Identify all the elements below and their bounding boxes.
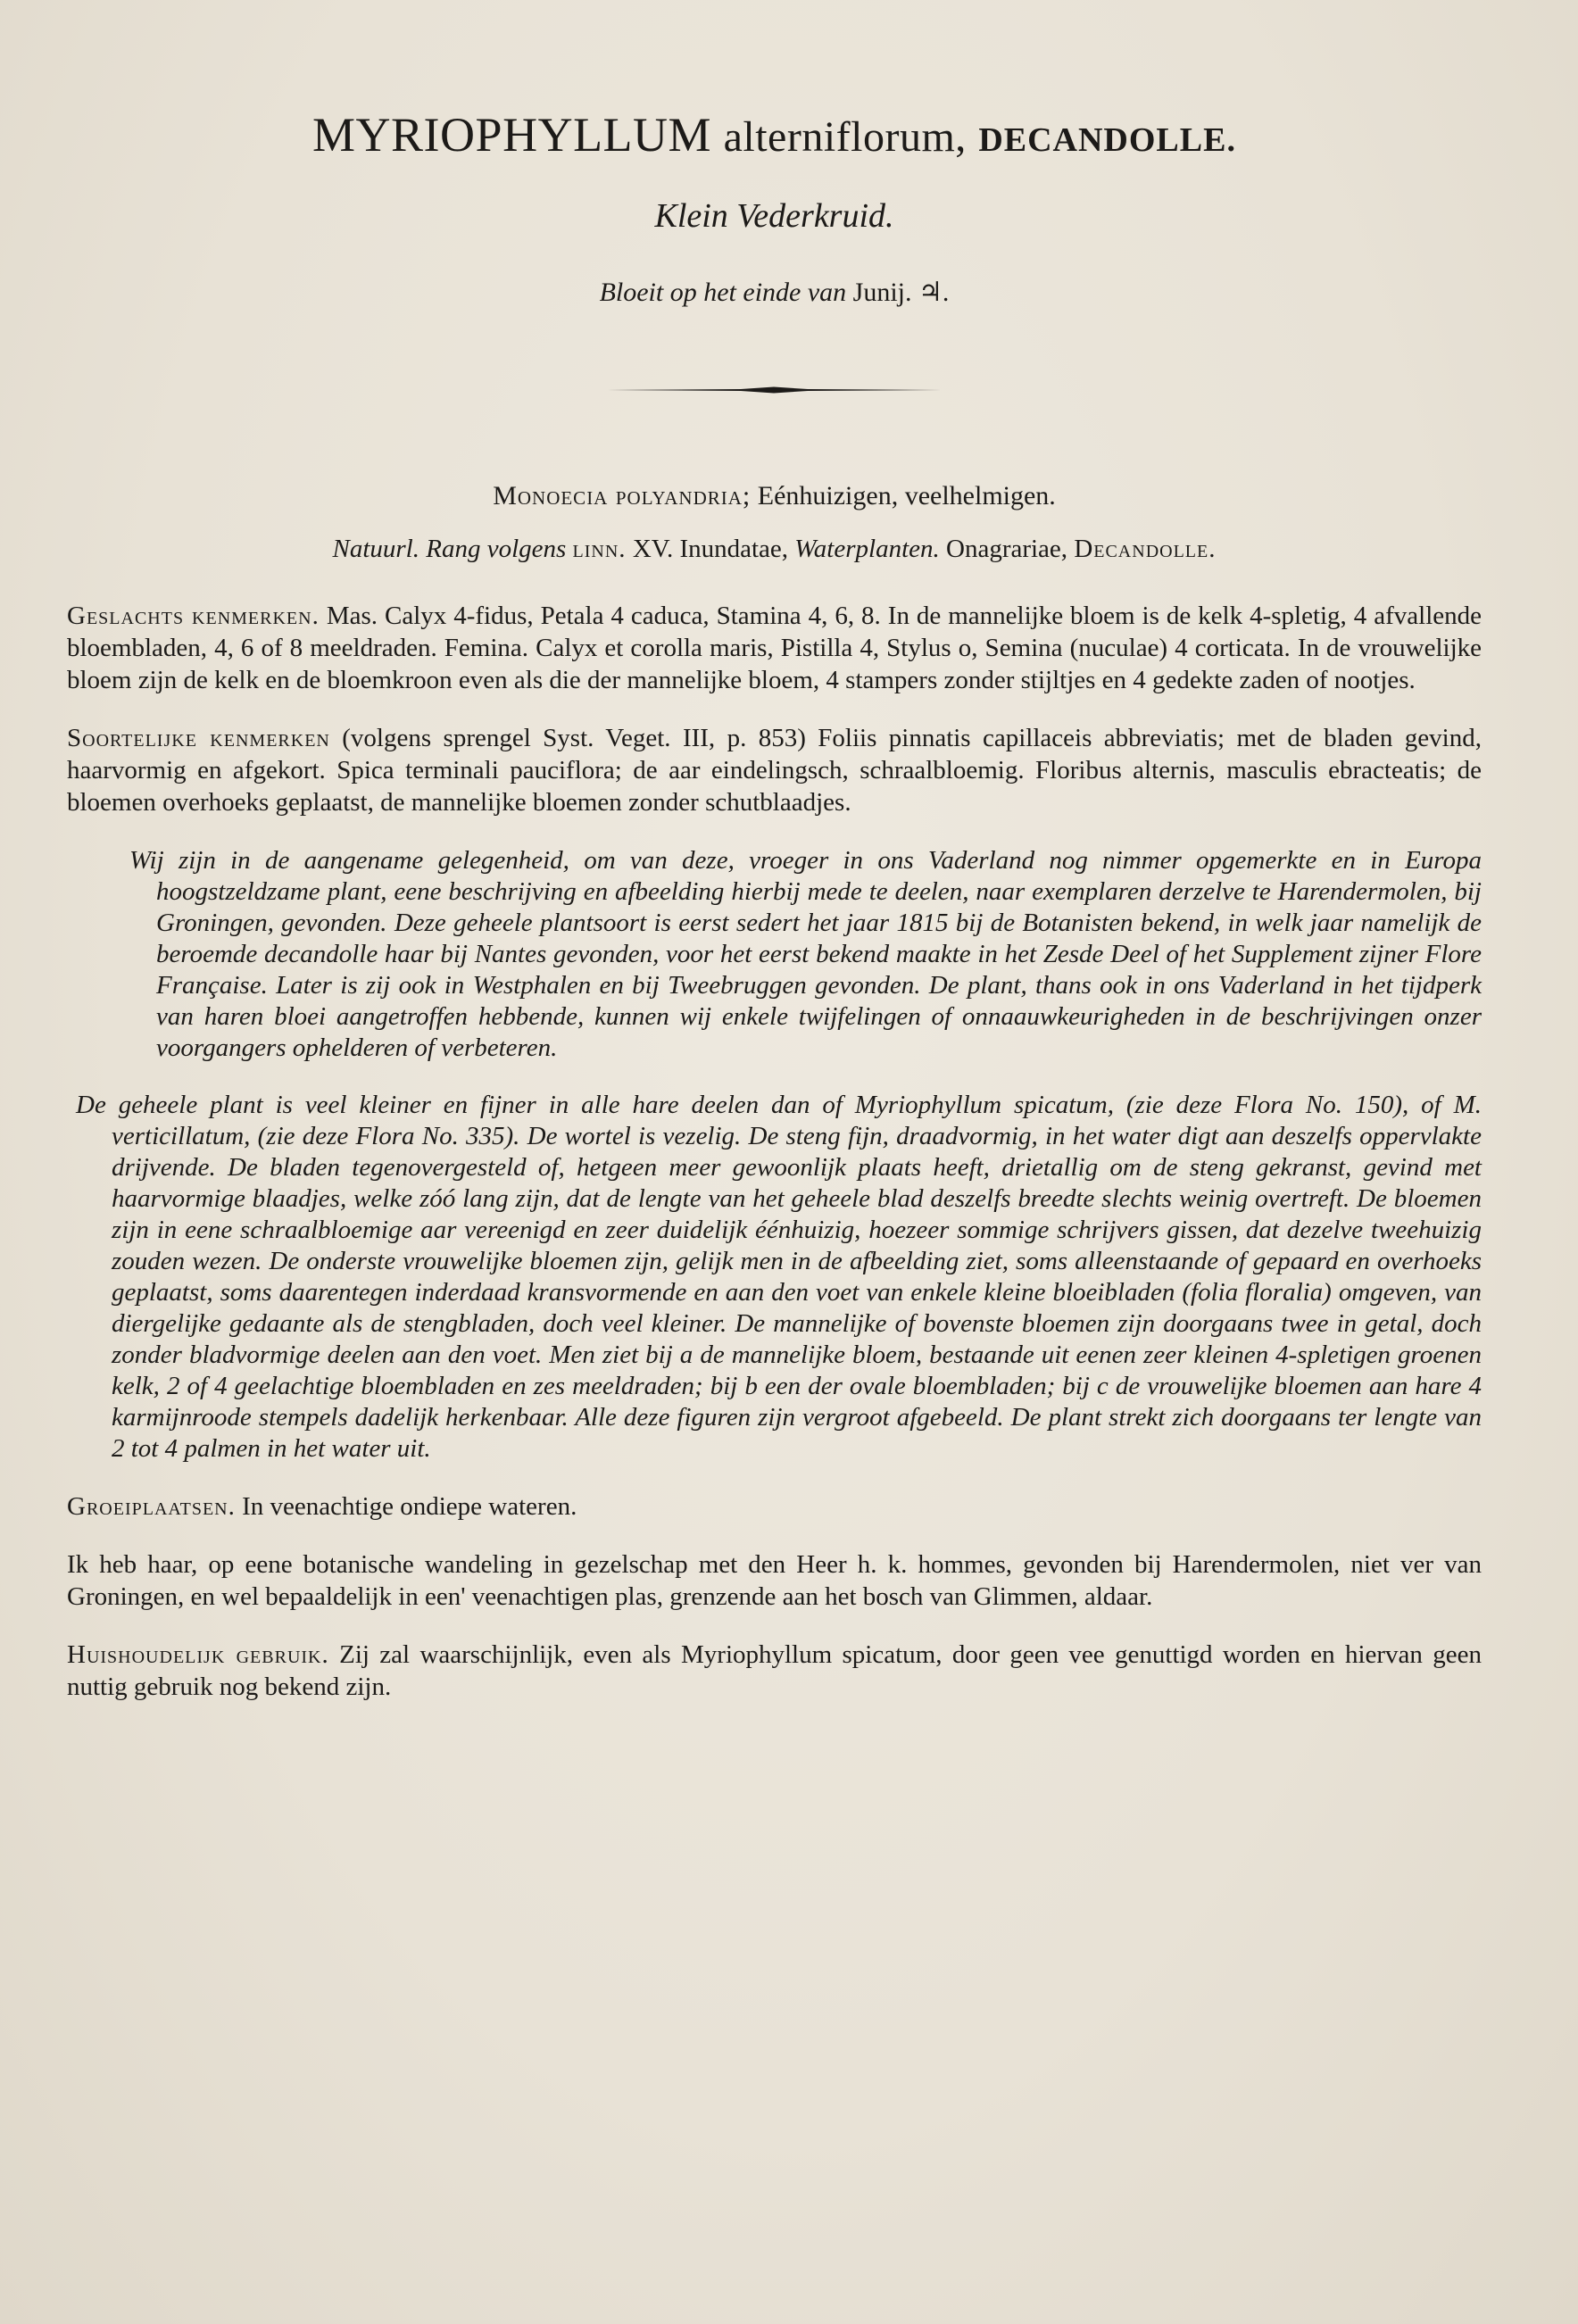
- classification-line: [67, 481, 1482, 511]
- bloom-italic: Bloeit op het einde van: [599, 278, 847, 307]
- habitat-text: In veenachtige ondiepe wateren.: [242, 1492, 577, 1521]
- bloom-month: Junij.: [852, 278, 912, 307]
- ornamental-rule: [607, 386, 942, 392]
- rank-italic-2: Waterplanten.: [794, 535, 940, 563]
- bloom-line: [67, 277, 1482, 308]
- introduction-paragraph: Wij zijn in de aangename gelegenheid, om van deze, vroeger in ons Vaderland nog nimmer opgemerkte en in Europa hoogstzeldzame plant, eene beschrijving en afbeelding hierbij mede te deelen, naar exemplaren derzelve te Harendermolen, bij Groningen, gevonden. Deze geheele plantsoort is eerst sedert het jaar 1815 bij de Botanisten bekend, in welk jaar namelijk de beroemde decandolle haar bij Nantes gevonden, voor het eerst bekend maakte in het Zesde Deel of het Supplement zijner Flore Française. Later is zij ook in Westphalen en bij Tweebruggen gevonden. De plant, thans ook in ons Vaderland in het tijdperk van haren bloei aangetroffen hebbende, kunnen wij enkele twijfelingen of onnaauwkeurigheden in de beschrijvingen onzer voorgangers ophelderen of verbeteren.: [129, 846, 1482, 1062]
- use-head: Huishoudelijk gebruik.: [67, 1640, 329, 1669]
- rank-line: [67, 535, 1482, 564]
- perennial-symbol: ♃.: [918, 278, 950, 307]
- class-dutch: Eénhuizigen, veelhelmigen.: [757, 481, 1056, 510]
- species-name: alterniflorum,: [723, 113, 967, 161]
- rule-icon: [607, 386, 942, 394]
- content: [67, 107, 1482, 1729]
- use-section: [67, 1639, 1482, 1703]
- genus-name: MYRIOPHYLLUM: [312, 108, 712, 162]
- use-text: Zij zal waarschijnlijk, even als Myriophyllum spicatum, door geen vee genuttigd worden en hiervan geen nuttig gebruik nog bekend zijn.: [67, 1640, 1482, 1701]
- species-characters-head: Soortelijke kenmerken: [67, 724, 330, 752]
- habitat-detail: Ik heb haar, op eene botanische wandeling in gezelschap met den Heer h. k. hommes, gevonden bij Harendermolen, niet ver van Groningen, en wel bepaaldelijk in een' veenachtigen plas, grenzende aan het bosch van Glimmen, aldaar.: [67, 1550, 1482, 1611]
- rank-linn: linn.: [572, 535, 627, 563]
- rank-xv: XV. Inundatae,: [632, 535, 789, 563]
- genus-characters: [67, 600, 1482, 696]
- species-characters-text: (volgens sprengel Syst. Veget. III, p. 853) Foliis pinnatis capillaceis abbreviatis; met de bladen gevind, haarvormig en afgekort. Spica terminali pauciflora; de aar eindelingsch, schraalbloemig. Floribus alternis, masculis ebracteatis; de bloemen overhoeks geplaatst, de mannelijke bloemen zonder schutblaadjes.: [67, 724, 1482, 817]
- common-name: Klein Vederkruid.: [654, 197, 894, 235]
- class-linnaeus: Monoecia polyandria;: [493, 481, 752, 510]
- page-title: [67, 107, 1482, 162]
- species-characters: [67, 722, 1482, 818]
- rank-decandolle: Decandolle.: [1074, 535, 1217, 563]
- genus-characters-head: Geslachts kenmerken.: [67, 602, 320, 630]
- genus-characters-text: Mas. Calyx 4-fidus, Petala 4 caduca, Stamina 4, 6, 8. In de mannelijke bloem is de kelk 4-spletig, 4 afvallende bloembladen, 4, 6 of 8 meeldraden. Femina. Calyx et corolla maris, Pistilla 4, Stylus o, Semina (nuculae) 4 corticata. In de vrouwelijke bloem zijn de kelk en de bloemkroon even als die der mannelijke bloem, 4 stampers zonder stijltjes en 4 gedekte zaden of nootjes.: [67, 602, 1482, 694]
- description-paragraph: De geheele plant is veel kleiner en fijner in alle hare deelen dan of Myriophyllum spicatum, (zie deze Flora No. 150), of M. verticillatum, (zie deze Flora No. 335). De wortel is vezelig. De steng fijn, draadvormig, in het water digt aan deszelfs oppervlakte drijvende. De bladen tegenovergesteld of, hetgeen meer gewoonlijk plaats heeft, drietallig om de steng gekranst, gevind met haarvormige blaadjes, welke zóó lang zijn, dat de lengte van het geheele blad deszelfs breedte slechts weinig overtreft. De bloemen zijn in eene schraalbloemige aar vereenigd en zeer duidelijk éénhuizig, hoezeer sommige schrijvers gissen, dat dezelve tweehuizig zouden wezen. De onderste vrouwelijke bloemen zijn, gelijk men in de afbeelding ziet, soms alleenstaande of gepaard en overhoeks geplaatst, soms daarentegen inderdaad kransvormende en aan den voet van enkele kleine bloeibladen (folia floralia) omgeven, van diergelijke gedaante als de stengbladen, doch veel kleiner. De mannelijke of bovenste bloemen zijn doorgaans twee in getal, doch zonder bladvormige deelen aan den voet. Men ziet bij a de mannelijke bloem, bestaande uit eenen zeer kleinen 4-spletigen groenen kelk, 2 of 4 geelachtige bloembladen en zes meeldraden; bij b een der ovale bloembladen; bij c de vrouwelijke bloemen aan hare 4 karmijnroode stempels dadelijk herkenbaar. Alle deze figuren zijn vergroot afgebeeld. De plant strekt zich doorgaans ter lengte van 2 tot 4 palmen in het water uit.: [76, 1091, 1482, 1463]
- habitat-head: Groeiplaatsen.: [67, 1492, 236, 1521]
- author-name: DECANDOLLE.: [978, 121, 1236, 159]
- rank-italic-1: Natuurl. Rang volgens: [332, 535, 567, 563]
- rank-onagrariae: Onagrariae,: [946, 535, 1068, 563]
- habitat-section: [67, 1490, 1482, 1523]
